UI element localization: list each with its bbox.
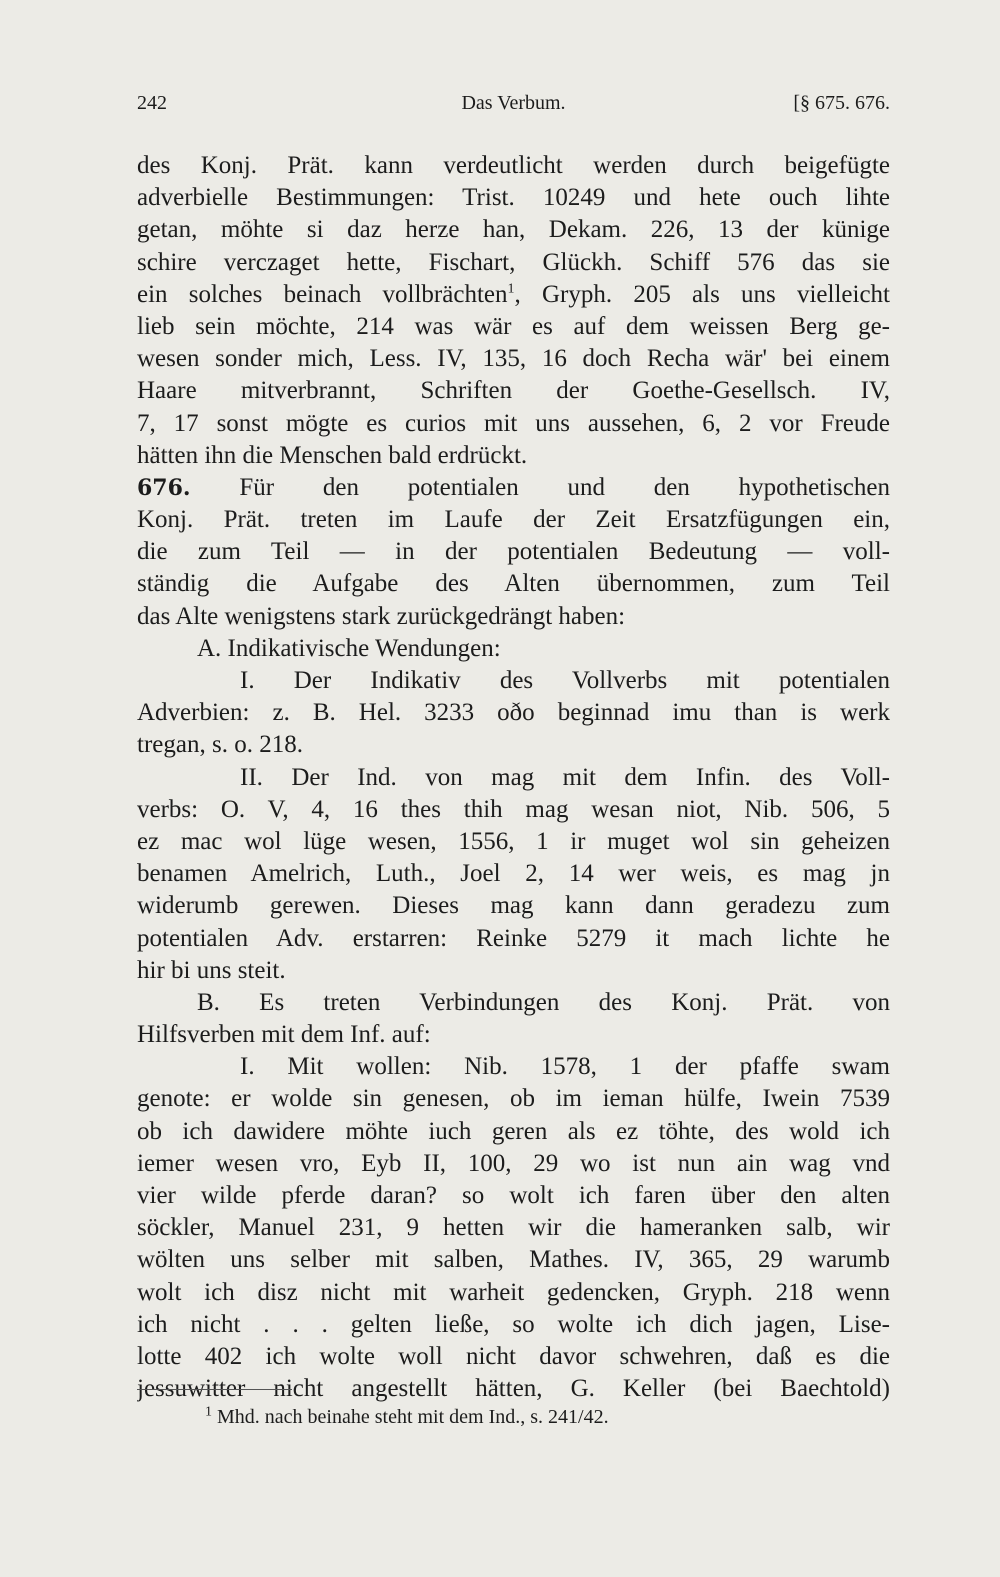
text-line: ob ich dawidere möhte iuch geren als ez töhte, des wold ich [137,1117,890,1145]
text-line: genote: er wolde sin genesen, ob im ieman hülfe, Iwein 7539 [137,1085,890,1113]
text-line: ständig die Aufgabe des Alten übernommen, zum Teil [137,570,890,598]
running-header [137,92,890,122]
text-line: Konj. Prät. treten im Laufe der Zeit Ersatzfügungen ein, [137,506,890,534]
line-fragment: Für den potentialen und den hypothetischen [239,473,890,501]
footnote-number: 1 [205,1404,212,1420]
text-line: wesen sonder mich, Less. IV, 135, 16 doch Recha wär' bei einem [137,345,890,373]
text-line: widerumb gerewen. Dieses mag kann dann geradezu zum [137,892,890,920]
footnote-marker: 1 [507,281,515,297]
subheading: A. Indikativische Wendungen: [197,634,501,662]
footnote-text: Mhd. nach beinahe steht mit dem Ind., s. 241/42. [217,1406,609,1428]
text-line: adverbielle Bestimmungen: Trist. 10249 und hete ouch lihte [137,184,890,212]
text-line-with-footnote [137,279,890,311]
section-reference: [§ 675. 676. [793,92,890,114]
text-line: ich nicht . . . gelten ließe, so wolte ich dich jagen, Lise- [137,1310,890,1338]
text-line: hätten ihn die Menschen bald erdrückt. [137,441,528,469]
text-line: Hilfsverben mit dem Inf. auf: [137,1021,431,1049]
text-line: II. Der Ind. von mag mit dem Infin. des Voll- [240,763,890,791]
text-line: tregan, s. o. 218. [137,731,303,759]
section-676-first-line [137,472,890,504]
section-number: 676. [137,474,191,501]
text-line: die zum Teil — in der potentialen Bedeutung — voll- [137,538,890,566]
text-line: hir bi uns steit. [137,956,286,984]
footnote [205,1406,609,1429]
text-line: Haare mitverbrannt, Schriften der Goethe-Gesellsch. IV, [137,377,890,405]
text-line: vier wilde pferde daran? so wolt ich faren über den alten [137,1182,890,1209]
text-line: I. Der Indikativ des Vollverbs mit potentialen [240,667,890,694]
text-line: lotte 402 ich wolte woll nicht davor schwehren, daß es die [137,1342,890,1370]
footnote-rule [137,1389,292,1390]
text-line: das Alte wenigstens stark zurückgedrängt haben: [137,602,626,630]
text-line: potentialen Adv. erstarren: Reinke 5279 it mach lichte he [137,924,890,952]
subheading: B. Es treten Verbindungen des Konj. Prät. von [197,988,890,1016]
text-line: iemer wesen vro, Eyb II, 100, 29 wo ist nun ain wag vnd [137,1149,890,1177]
text-line: jessuwitter nicht angestellt hätten, G. Keller (bei Baechtold) [137,1375,890,1403]
text-line: I. Mit wollen: Nib. 1578, 1 der pfaffe swam [240,1053,890,1081]
text-line: benamen Amelrich, Luth., Joel 2, 14 wer weis, es mag jn [137,860,890,888]
text-line: schire verczaget hette, Fischart, Glückh. Schiff 576 das sie [137,248,890,276]
text-line: lieb sein möchte, 214 was wär es auf dem weissen Berg ge- [137,312,890,340]
text-line: Adverbien: z. B. Hel. 3233 oðo beginnad imu than is werk [137,699,890,727]
line-fragment: ein solches beinach vollbrächten [137,280,508,308]
body-text [137,150,890,1405]
text-line: söckler, Manuel 231, 9 hetten wir die hameranken salb, wir [137,1214,890,1242]
running-title: Das Verbum. [461,92,566,114]
text-line: des Konj. Prät. kann verdeutlicht werden durch beigefügte [137,152,890,179]
page-number: 242 [137,92,167,114]
text-line: 7, 17 sonst mögte es curios mit uns aussehen, 6, 2 vor Freude [137,409,890,437]
text-line: verbs: O. V, 4, 16 thes thih mag wesan niot, Nib. 506, 5 [137,795,890,823]
text-line: wölten uns selber mit salben, Mathes. IV, 365, 29 warumb [137,1246,890,1274]
text-line: ez mac wol lüge wesen, 1556, 1 ir muget wol sin geheizen [137,827,890,855]
text-line: getan, möhte si daz herze han, Dekam. 226, 13 der künige [137,216,890,244]
line-fragment: , Gryph. 205 als uns vielleicht [514,280,890,308]
text-line: wolt ich disz nicht mit warheit gedencken, Gryph. 218 wenn [137,1278,890,1306]
